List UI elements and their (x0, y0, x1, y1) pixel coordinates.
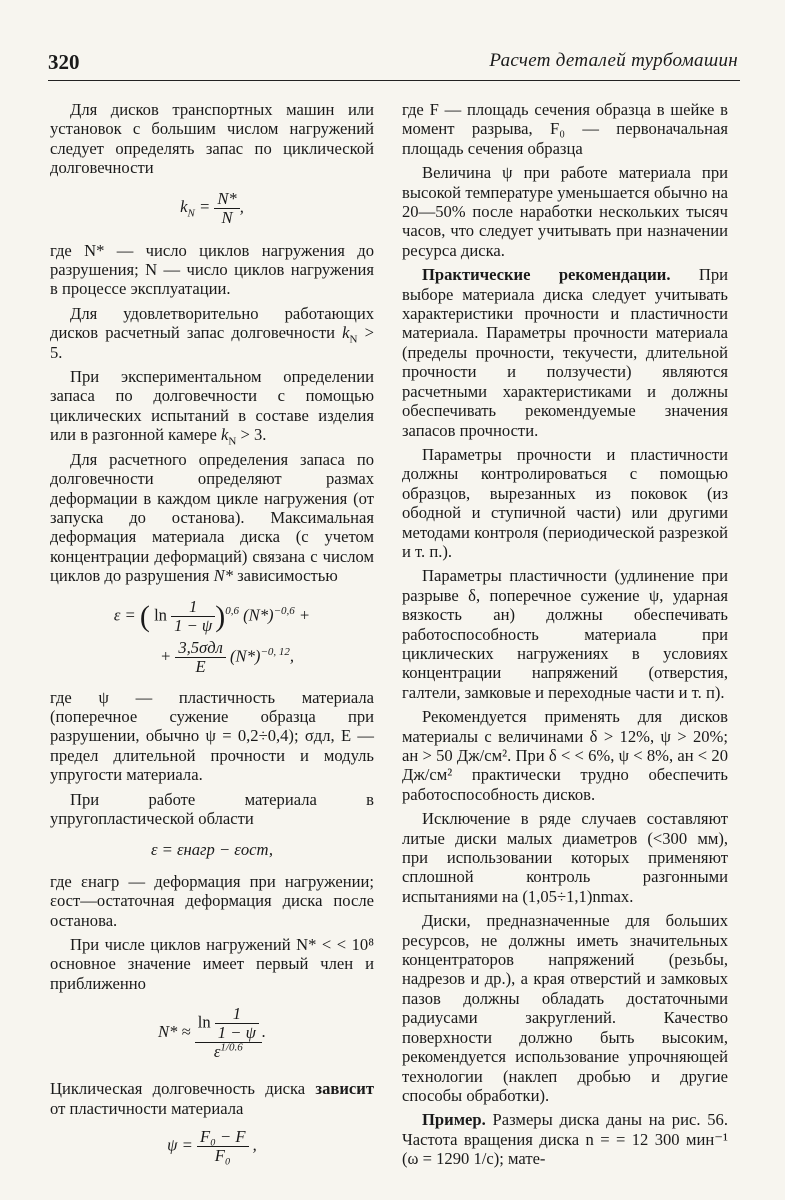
running-title: Расчет деталей турбомашин (489, 50, 738, 71)
paragraph: Практические рекомендации. При выборе материала диска следует учитывать характеристики прочности и пластичности материала. Параметры прочности материала (пределы прочности, текучести, длительной прочности и ползучести) являются расчетными характеристиками и должны обеспечивать рекомендуемые значения запасов прочности. (402, 265, 728, 440)
formula-strain-life-cont: + $\frac{\text{3,5σдл}}{E}$ $(N*)^{-0, 12}$, (159, 637, 295, 676)
page-number: 320 (48, 50, 80, 74)
paragraph: При работе материала в упругопластической области (50, 789, 374, 828)
left-column (50, 100, 374, 1175)
formula-strain-sum: ε = εнагр − εост, (150, 840, 274, 860)
paragraph: Для расчетного определения запаса по долговечности определяют размах деформации в каждом цикле нагружения (от запуска до останова). Максимальная деформация материала диска (с учетом концентрации деформаций) связана с числом циклов до разрушения N* зависимостью (50, 449, 374, 586)
paragraph: Параметры пластичности (удлинение при разрыве δ, поперечное сужение ψ, ударная вязкость aн) должны обеспечивать работоспособность материала при циклических нагружениях в условиях концентрации напряжений (отверстия, галтели, замковые и переходные части и т. п). (402, 566, 728, 702)
paragraph: где N* — число циклов нагружения до разрушения; N — число циклов нагружения в процессе эксплуатации. (50, 240, 374, 299)
page-header (48, 50, 740, 81)
paragraph: Пример. Размеры диска даны на рис. 56. Частота вращения диска n = = 12 300 мин⁻¹ (ω = 1290 1/с); мате- (402, 1110, 728, 1169)
fraction: $\frac{\text{F₀ − F}}{\text{F₀}}$ (197, 1128, 249, 1165)
fraction: $\frac{N*}{N}$ (214, 190, 239, 227)
paragraph: Для дисков транспортных машин или установок с большим числом нагружений следует определять запас по циклической долговечности (50, 100, 374, 178)
paragraph: Рекомендуется применять для дисков материалы с величинами δ > 12%, ψ > 20%; aн > 50 Дж/см². При δ < < 6%, ψ < 8%, aн < 20 Дж/см² практически трудно обеспечить работоспособность дисков. (402, 707, 728, 804)
paragraph: При числе циклов нагружений N* < < 10⁸ основное значение имеет первый член и приближенно (50, 935, 374, 993)
paragraph: где εнагр — деформация при нагружении; εост—остаточная деформация диска после останова. (50, 871, 374, 930)
paragraph: Исключение в ряде случаев составляют литые диски малых диаметров (<300 мм), при использовании которых применяют сплошной контроль разгонными испытаниями на (1,05÷1,1)nmax. (402, 809, 728, 906)
fraction-inner: $\frac{1}{1 - \psi}$ (215, 1005, 259, 1042)
paragraph: Параметры прочности и пластичности должны контролироваться с помощью образцов, вырезанных из поковок (из ободной и ступичной части) или другими методами контроля (периодической разрезкой и т. п.). (402, 444, 728, 561)
paragraph: Величина ψ при работе материала при высокой температуре уменьшается обычно на 20—50% после наработки нескольких тысяч часов, что следует учитывать при назначении ресурса диска. (402, 163, 728, 260)
paragraph: При экспериментальном определении запаса по долговечности с помощью циклических испытаний в составе изделия или в разгонной камере $k_N > 3$. (50, 367, 374, 448)
fraction: $\frac{1}{1 - \psi}$ (171, 598, 215, 635)
right-column (402, 100, 728, 1169)
formula-strain-life: ε = ( ln $\frac{1}{1 - \psi}$ )$^{0,6}$ $(N*)^{-0,6}$ + (113, 596, 311, 635)
paragraph: где ψ — пластичность материала (поперечное сужение образца при разрушении, обычно ψ = 0,2÷0,4); σдл, E — предел длительной прочности и модуль упругости материала. (50, 687, 374, 785)
paragraph: где F — площадь сечения образца в шейке в момент разрыва, F₀ — первоначальная площадь сечения образца (402, 100, 728, 158)
formula-psi: ψ = $\frac{\text{F₀ − F}}{\text{F₀}}$ , (167, 1127, 257, 1166)
formula-kn: $k_N$ = $\frac{N*}{N}$ , (180, 188, 244, 227)
paragraph: Циклическая долговечность диска зависит от пластичности материала (50, 1079, 374, 1118)
formula-lhs: $k_N$ = (180, 196, 215, 220)
formula-cycles: N* ≈ ln $\frac{1}{1 - \psi}$ $\varepsilon^{1/0.6}$ . (157, 1004, 267, 1062)
paragraph: Для удовлетворительно работающих дисков расчетный запас долговечности $k_N > 5$. (50, 303, 374, 362)
paragraph: Диски, предназначенные для больших ресурсов, не должны иметь значительных концентраторов напряжений (резьбы, надрезов и др.), а края отверстий и замковых пазов должны обладать достаточными радиусами закруглений. Качество поверхности должно быть высоким, рекомендуется использование упрочняющей технологии (наклеп дробью и другие способы обработки). (402, 911, 728, 1105)
fraction: ln $\frac{1}{1 - \psi}$ $\varepsilon^{1/0.6}$ (195, 1005, 262, 1061)
fraction: $\frac{\text{3,5σдл}}{E}$ (175, 639, 226, 676)
